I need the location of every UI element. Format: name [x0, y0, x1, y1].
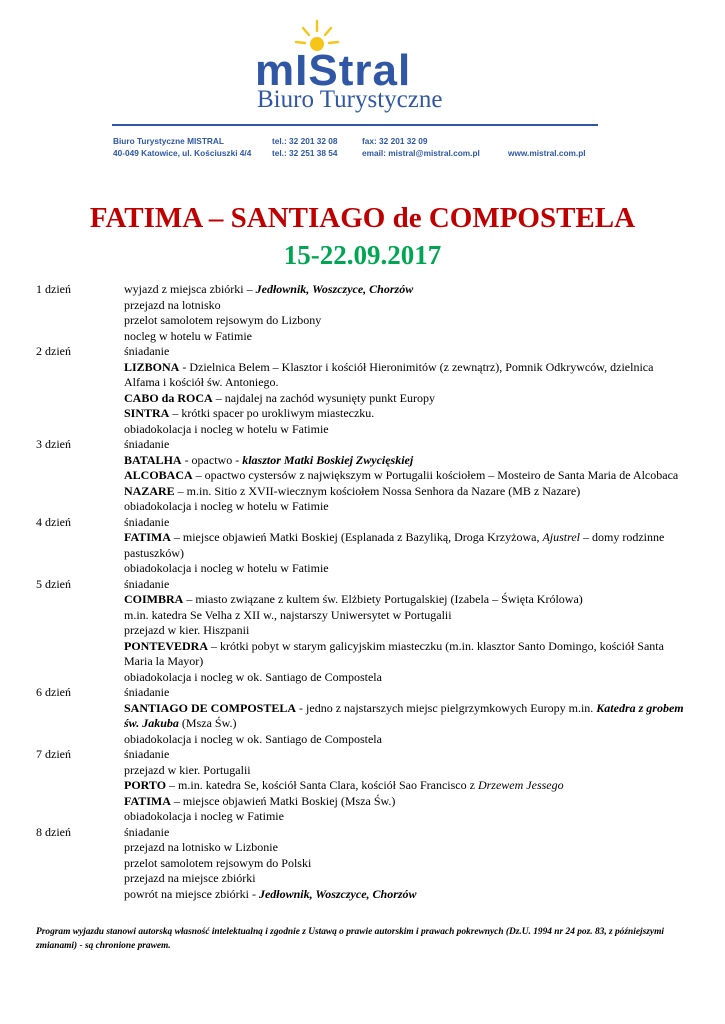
itinerary-line — [124, 592, 686, 608]
itinerary-line — [124, 499, 686, 515]
day-label: 7 dzień — [36, 747, 71, 761]
itinerary-day — [36, 282, 686, 344]
itinerary-line — [124, 840, 686, 856]
itinerary-text: – miejsce objawień Matki Boskiej (Esplanada z Bazyliką, Droga Krzyżowa, — [170, 530, 543, 544]
contact-www — [508, 147, 586, 159]
itinerary-text: śniadanie — [124, 824, 170, 839]
itinerary-text: Ajustrel — [542, 530, 581, 544]
itinerary-line — [124, 608, 686, 624]
itinerary-text: nocleg w hotelu w Fatimie — [124, 328, 252, 343]
itinerary-line — [124, 747, 686, 763]
email-address: email: mistral@mistral.com.pl — [362, 148, 480, 158]
phone-2: tel.: 32 251 38 54 — [272, 148, 338, 158]
itinerary-text: przejazd w kier. Hiszpanii — [124, 623, 250, 637]
itinerary-text: obiadokolacja i nocleg w hotelu w Fatimie — [124, 421, 329, 436]
itinerary-day — [36, 825, 686, 903]
itinerary-text: przejazd na miejsce zbiórki — [124, 871, 256, 885]
itinerary-line — [124, 794, 686, 810]
itinerary-text: NAZARE — [124, 483, 175, 498]
day-label: 3 dzień — [36, 437, 71, 451]
itinerary-line — [124, 778, 686, 794]
itinerary-text: COIMBRA — [124, 592, 184, 606]
itinerary-text: (Msza Św.) — [178, 716, 237, 730]
itinerary-text: obiadokolacja i nocleg w ok. Santiago de Compostela — [124, 731, 382, 746]
itinerary-day — [36, 685, 686, 747]
company-name: Biuro Turystyczne MISTRAL — [113, 136, 224, 146]
contact-fax-email — [362, 135, 480, 159]
itinerary-text: śniadanie — [124, 685, 170, 699]
contact-company — [113, 135, 251, 159]
itinerary-line — [124, 282, 686, 298]
itinerary-line — [124, 887, 686, 903]
itinerary-line — [124, 360, 686, 391]
itinerary-line — [124, 468, 686, 484]
itinerary-text: przejazd na lotnisko w Lizbonie — [124, 840, 278, 854]
day-label: 4 dzień — [36, 514, 71, 529]
website-link: www.mistral.com.pl — [508, 148, 586, 158]
itinerary-text: przejazd na lotnisko — [124, 297, 221, 312]
day-label: 2 dzień — [36, 344, 71, 358]
itinerary-line — [124, 871, 686, 887]
logo-wordmark: mIStral — [255, 46, 412, 95]
itinerary-line — [124, 329, 686, 345]
itinerary-text: śniadanie — [124, 344, 170, 358]
itinerary-day — [36, 437, 686, 515]
itinerary-text: – miasto związane z kultem św. Elżbiety Portugalskiej (Izabela – Święta Królowa) — [183, 592, 583, 606]
itinerary-text: – opactwo cystersów z największym w Portugalii kościołem – Mosteiro de Santa Maria de Alcobaca — [192, 468, 679, 482]
itinerary-text: przelot samolotem rejsowym do Lizbony — [124, 313, 322, 327]
itinerary-line — [124, 484, 686, 500]
itinerary-text: śniadanie — [124, 514, 170, 529]
itinerary-line — [124, 670, 686, 686]
itinerary-text: – domy rodzinne pastuszków) — [124, 530, 665, 560]
itinerary-line — [124, 298, 686, 314]
itinerary-text: obiadokolacja i nocleg w hotelu w Fatimie — [124, 561, 329, 575]
contact-phones — [272, 135, 338, 159]
itinerary-line — [124, 530, 686, 561]
itinerary-text: – miejsce objawień Matki Boskiej (Msza Św.) — [170, 793, 396, 808]
day-label: 6 dzień — [36, 685, 71, 699]
itinerary-line — [124, 809, 686, 825]
itinerary-line — [124, 623, 686, 639]
itinerary-line — [124, 391, 686, 407]
trip-dates: 15-22.09.2017 — [283, 240, 442, 270]
itinerary-text: śniadanie — [124, 576, 170, 591]
itinerary — [36, 282, 686, 902]
itinerary-text: obiadokolacja i nocleg w hotelu w Fatimie — [124, 499, 329, 513]
itinerary-line — [124, 639, 686, 670]
itinerary-text: – krótki spacer po urokliwym miasteczku. — [169, 406, 375, 420]
itinerary-text: – m.in. Sitio z XVII-wiecznym kościołem Nossa Senhora da Nazare (MB z Nazare) — [174, 483, 581, 498]
itinerary-day — [36, 344, 686, 437]
itinerary-text: PONTEVEDRA — [124, 638, 209, 653]
itinerary-text: ALCOBACA — [124, 468, 193, 482]
header-divider — [112, 124, 598, 126]
mistral-logo — [255, 16, 465, 116]
itinerary-line — [124, 701, 686, 732]
itinerary-text: - opactwo - — [181, 452, 243, 467]
itinerary-text: Drzewem Jessego — [477, 778, 564, 792]
itinerary-line — [124, 422, 686, 438]
itinerary-line — [124, 763, 686, 779]
itinerary-line — [124, 515, 686, 531]
itinerary-text: BATALHA — [124, 452, 182, 467]
itinerary-text: Katedra z grobem św. Jakuba — [124, 700, 684, 730]
itinerary-line — [124, 825, 686, 841]
itinerary-text: PORTO — [124, 778, 167, 792]
itinerary-line — [124, 577, 686, 593]
itinerary-text: Jedłownik, Woszczyce, Chorzów — [258, 886, 417, 901]
itinerary-line — [124, 437, 686, 453]
phone-1: tel.: 32 201 32 08 — [272, 136, 338, 146]
itinerary-line — [124, 732, 686, 748]
day-label: 1 dzień — [36, 282, 71, 296]
itinerary-text: LIZBONA — [124, 359, 180, 374]
itinerary-text: – najdalej na zachód wysunięty punkt Europy — [212, 390, 435, 405]
itinerary-text: – m.in. katedra Se, kościół Santa Clara, kościół Sao Francisco z — [166, 778, 478, 792]
itinerary-line — [124, 344, 686, 360]
itinerary-text: wyjazd z miejsca zbiórki – — [124, 282, 256, 296]
itinerary-text: Jedłownik, Woszczyce, Chorzów — [255, 282, 414, 296]
itinerary-text: przelot samolotem rejsowym do Polski — [124, 855, 312, 870]
copyright-footer: Program wyjazdu stanowi autorską własność intelektualną i zgodnie z Ustawą o prawie autorskim i prawach pokrewnych (Dz.U. 1994 nr 24 poz. 83, z późniejszymi zmianami) - są chronione prawem. — [36, 927, 664, 951]
itinerary-line — [124, 685, 686, 701]
itinerary-text: - jedno z najstarszych miejsc pielgrzymkowych Europy m.in. — [296, 700, 597, 715]
itinerary-day — [36, 577, 686, 686]
itinerary-text: przejazd w kier. Portugalii — [124, 762, 251, 777]
fax-number: fax: 32 201 32 09 — [362, 136, 428, 146]
itinerary-text: śniadanie — [124, 747, 170, 761]
itinerary-text: CABO da ROCA — [124, 390, 213, 405]
itinerary-text: FATIMA — [124, 793, 171, 808]
itinerary-text: SANTIAGO DE COMPOSTELA — [124, 700, 297, 715]
itinerary-text: m.in. katedra Se Velha z XII w., najstarszy Uniwersytet w Portugalii — [124, 607, 452, 622]
itinerary-text: obiadokolacja i nocleg w ok. Santiago de Compostela — [124, 669, 382, 684]
itinerary-text: SINTRA — [124, 406, 170, 420]
itinerary-text: – krótki pobyt w starym galicyjskim miasteczku (m.in. klasztor Santo Domingo, kościół Santa Maria la Mayor) — [124, 638, 664, 668]
itinerary-text: FATIMA — [124, 530, 171, 544]
itinerary-day — [36, 515, 686, 577]
logo-subtitle: Biuro Turystyczne — [257, 86, 443, 113]
itinerary-line — [124, 856, 686, 872]
trip-title: FATIMA – SANTIAGO de COMPOSTELA — [89, 202, 636, 234]
itinerary-day — [36, 747, 686, 825]
itinerary-line — [124, 406, 686, 422]
itinerary-text: obiadokolacja i nocleg w Fatimie — [124, 809, 284, 823]
itinerary-line — [124, 561, 686, 577]
itinerary-text: powrót na miejsce zbiórki - — [124, 886, 259, 901]
day-label: 5 dzień — [36, 576, 71, 591]
day-label: 8 dzień — [36, 824, 71, 839]
itinerary-text: klasztor Matki Boskiej Zwycięskiej — [242, 452, 414, 467]
itinerary-text: - Dzielnica Belem – Klasztor i kościół Hieronimitów (z zewnątrz), Pomnik Odkrywców, dzielnica Alfama i kościół św. Antoniego. — [124, 359, 654, 389]
itinerary-line — [124, 453, 686, 469]
itinerary-line — [124, 313, 686, 329]
itinerary-text: śniadanie — [124, 437, 170, 451]
company-address: 40-049 Katowice, ul. Kościuszki 4/4 — [113, 148, 252, 158]
